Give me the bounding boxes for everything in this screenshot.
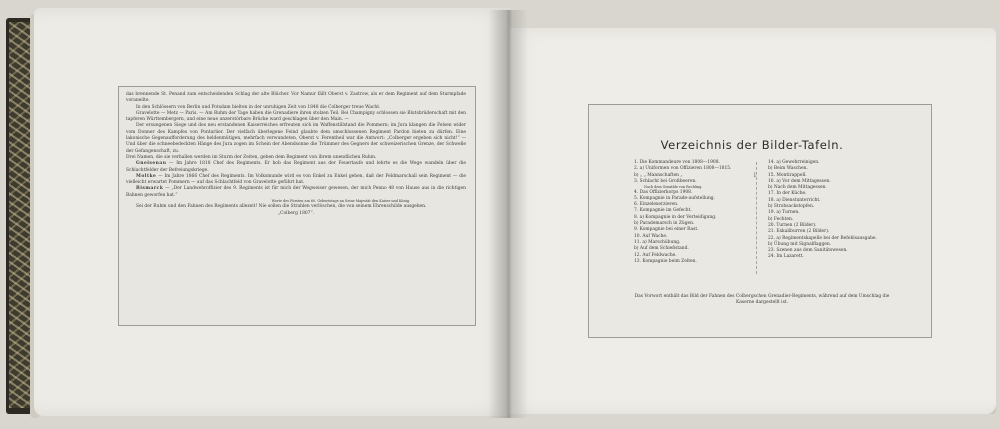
paragraph: Gravelotte — Metz — Paris. — Am Ruhm der Tage haben die Grenadiere ihren stolzen Teil. Bei Champigny schlossen sie Blutsbrüderschaft mit den tapferen Württembergern, und eine neue unzerstörbare Brücke ward geschlagen über den Main. —: [126, 110, 466, 123]
name-label: Gneisenau: [136, 161, 167, 167]
plate-list-item: b) Übung mit Signalflaggen.: [768, 241, 832, 247]
paragraph: Der ersungenen Siege und des neu erstandenen Kaiserreiches erfreuten sich im Waffenstillstand die Pommern; im Jura klangen die Felsen wider vom Donner des Kampfes von Pontarlier. Der vielfach überlegene Feind glaubte dem umschlossenen Regiment Pardon bieten zu dürfen. Eine lakonische Gegenaufforderung des heldenmütigen, mehrfach verwundeten, Oberst v. Ferentheil war die Antwort: „Colberger ergeben sich nicht!“ — Und über die schneebedeckten Hänge des Jura zogen im Schein der Abendsonne die Trümmer des Gegners der schweizerischen Grenze, der Schwelle der Gefangenschaft, zu.: [126, 123, 466, 154]
plate-list-item: 5. Kompagnie in Parade-aufstellung.: [634, 195, 715, 201]
plate-list-item: 12. Auf Feldwache.: [634, 252, 677, 258]
name-entry-moltke: [126, 174, 466, 187]
plates-list-right: [768, 160, 888, 261]
plate-list-item: b) Beim Waschen.: [768, 166, 808, 172]
plate-list-item: 20. Turnen (2 Bilder).: [768, 222, 817, 228]
plates-list-left: [634, 160, 746, 265]
left-page-text: [126, 92, 466, 217]
quote-source-note: Worte des Fürsten am 60. Geburtstage an Seine Majestät den Kaiser und König.: [271, 199, 410, 204]
book-spine-gutter: [488, 10, 528, 418]
plate-list-item: b) Fechten.: [768, 216, 794, 222]
paragraph: Drei Namen, die sie verhallen werden im Sturm der Zeiten, geben dem Regiment von ihrem unendlichen Ruhm.: [126, 154, 377, 160]
plate-list-item: 18. a) Dienstunterricht.: [768, 197, 821, 203]
plate-list-item: b) Strohsackstopfen.: [768, 204, 815, 210]
plates-index-title: Verzeichnis der Bilder-Tafeln.: [660, 138, 844, 152]
name-entry-gneisenau: [126, 161, 466, 174]
signature: „Colberg 1807“.: [277, 210, 315, 216]
plate-list-item: 16. a) Vor dem Mittagessen.: [768, 178, 831, 184]
plate-list-item: b) Auf dem Schießstand.: [634, 246, 689, 252]
plate-list-item: 7. Kompagnie im Gefecht.: [634, 208, 692, 214]
plate-list-item: 4. Das Offizierkorps 1908.: [634, 189, 693, 195]
closing-paragraph: Sei der Ruhm und den Fahnen des Regiments allezeit! Nie sollen die Strahlen verlöschen, die von seinem Ehrenschilde ausgehen.: [136, 203, 427, 209]
plate-list-item: 11. a) Marschübung.: [634, 239, 681, 245]
plate-list-item: 13. Kompagnie beim Zelten.: [634, 258, 697, 264]
plate-list-item: Nach dem Gemälde von Rechling.: [644, 185, 703, 190]
plate-list-item: 8. a) Kompagnie in der Verteidigung.: [634, 214, 717, 220]
name-text: — Im Jahre 1818 Chef des Regiments. Er hob das Regiment aus der Feuertaufe und lehrte es die Wege wandeln über die Schlachtfelder der Befreiungskriege.: [126, 161, 466, 173]
plate-list-item: 23. Szenen aus dem Sanitätswesen.: [768, 248, 848, 254]
paragraph: das brennende St. Penand zum entscheidenden Schlag der alte Blücher. Vor Namur fällt Oberst v. Zastrow, als er dem Regiment auf dem Sturmpfade voraneilte.: [126, 92, 466, 104]
plate-list-item: 1. Die Kommandeure von 1808—1908.: [634, 160, 720, 165]
plate-list-item: 3. Schlacht bei Großbeeren.: [634, 178, 697, 184]
paragraph: In den Schlössern von Berlin und Potsdam hielten in der unruhigen Zeit von 1848 die Colberger treue Wacht.: [136, 104, 381, 110]
plate-list-item: 19. a) Turnen.: [768, 210, 800, 216]
plate-list-item: 21. Exkaliburren (2 Bilder).: [768, 229, 830, 235]
name-entry-bismarck: [126, 186, 466, 199]
plate-list-item: b) Nach dem Mittagessen.: [768, 185, 827, 191]
plate-list-item: 10. Auf Wache.: [634, 233, 668, 239]
name-text: — „Der Landwehroffizier des 9. Regiments ist für mich der Wegweiser gewesen, der mich Penno 48 von Hause aus in die richtigen Bahnen geworfen hat.“: [126, 186, 466, 198]
foreword-note: Das Vorwort enthält das Bild der Fahnen des Colbergschen Grenadier-Regiments, während auf dem Umschlag die Kaserne dargestellt ist.: [634, 294, 890, 306]
plate-list-item: 9. Kompagnie bei einer Rast.: [634, 227, 699, 233]
plate-list-item: 24. Im Lazarett.: [768, 254, 804, 260]
plate-list-item: b) „ „ Mannschaften „: [634, 172, 683, 178]
name-label: Bismarck: [136, 186, 164, 192]
plate-list-item: 22. a) Regimentskapelle bei der Befehlsausgabe.: [768, 235, 877, 241]
name-label: Moltke: [136, 173, 157, 179]
bracket-arrow-icon: ↓: [752, 171, 758, 179]
plate-list-item: 6. Einzelexerzieren.: [634, 202, 679, 208]
plate-list-item: 14. a) Gewehrreinigen.: [768, 160, 820, 165]
plate-list-item: b) Parademarsch in Zügen.: [634, 221, 695, 227]
plate-list-item: 15. Montirappell.: [768, 172, 807, 178]
name-text: — Im Jahre 1866 Chef des Regiments. Im Volksmunde wird es von Enkel zu Enkel gehen, daß der Feldmarschall sein Regiment — die vielleicht erwartet Pommern — auf das Schlachtfeld von Gravelotte geführt hat.: [126, 173, 466, 186]
plate-list-item: 17. In der Küche.: [768, 191, 807, 197]
plate-list-item: 2. a) Uniformen von Offizieren 1808—1815.: [634, 166, 732, 172]
